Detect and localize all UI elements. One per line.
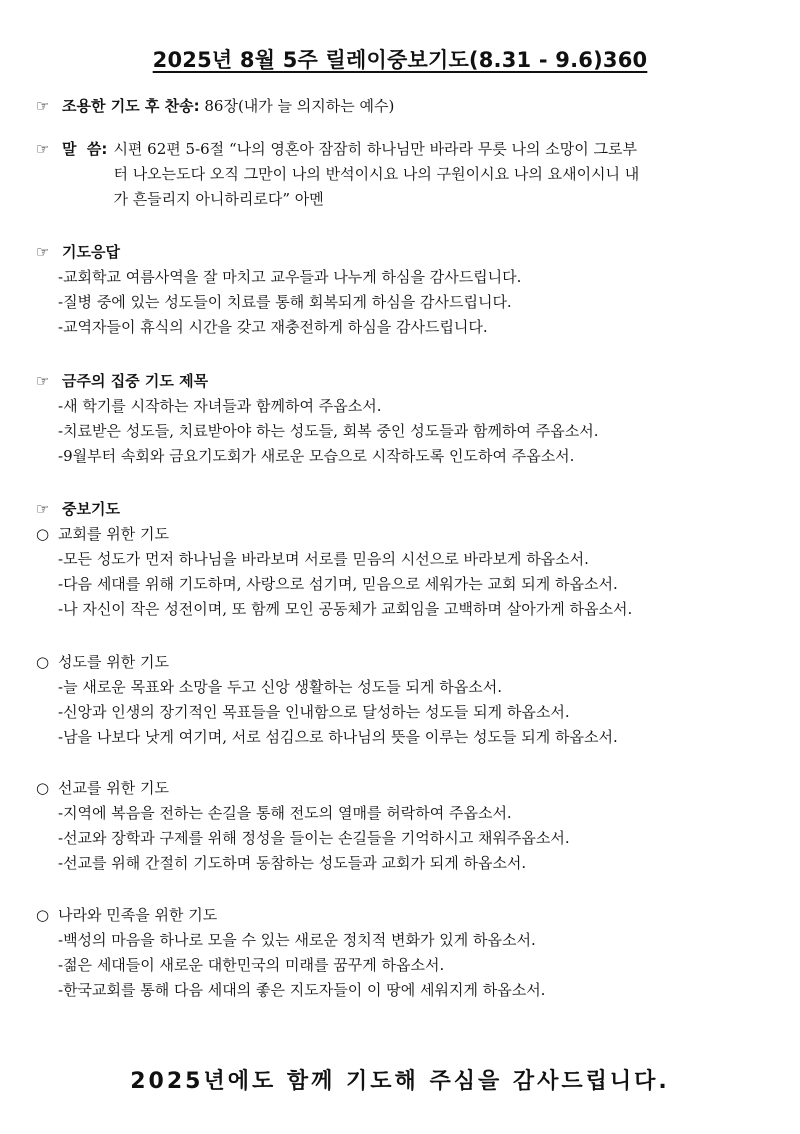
group-title-text: 교회를 위한 기도 [58, 525, 169, 543]
list-item: -모든 성도가 먼저 하나님을 바라보며 서로를 믿음의 시선으로 바라보게 하옵소서. [58, 550, 589, 568]
group-title [36, 903, 766, 928]
list-item: -다음 세대를 위해 기도하며, 사랑으로 섬기며, 믿음으로 세워가는 교회 되게 하옵소서. [58, 575, 618, 593]
list-item: -선교와 장학과 구제를 위해 정성을 들이는 손길들을 기억하시고 채워주옵소서. [58, 829, 570, 847]
list-item: -신앙과 인생의 장기적인 목표들을 인내함으로 달성하는 성도들 되게 하옵소서. [58, 703, 570, 721]
list-item: -새 학기를 시작하는 자녀들과 함께하여 주옵소서. [58, 397, 382, 415]
list-item: -젊은 세대들이 새로운 대한민국의 미래를 꿈꾸게 하옵소서. [58, 956, 445, 974]
pointing-hand-icon: ☞ [36, 372, 50, 390]
intercession-group [36, 776, 766, 876]
group-title [36, 522, 766, 547]
group-title [36, 650, 766, 675]
circle-bullet-icon: ○ [36, 779, 50, 797]
intercession-group [36, 650, 766, 750]
group-title-text: 선교를 위한 기도 [58, 779, 169, 797]
hymn-value: 86장(내가 늘 의지하는 예수) [204, 97, 395, 115]
list-item: -늘 새로운 목표와 소망을 두고 신앙 생활하는 성도들 되게 하옵소서. [58, 678, 502, 696]
list-item: -9월부터 속회와 금요기도회가 새로운 모습으로 시작하도록 인도하여 주옵소서. [58, 447, 575, 465]
group-title [36, 776, 766, 801]
scripture-line: 가 흔들리지 아니하리로다” 아멘 [113, 190, 324, 208]
answers-heading: 기도응답 [62, 243, 120, 261]
focus-section [36, 369, 766, 469]
list-item: -남을 나보다 낫게 여기며, 서로 섬김으로 하나님의 뜻을 이루는 성도들 되게 하옵소서. [58, 728, 618, 746]
pointing-hand-icon: ☞ [36, 140, 50, 158]
list-item: -교회학교 여름사역을 잘 마치고 교우들과 나누게 하심을 감사드립니다. [58, 268, 522, 286]
scripture-label: 말 씀: [62, 140, 108, 158]
page-title: 2025년 8월 5주 릴레이중보기도(8.31 - 9.6)360 [152, 48, 648, 72]
list-item: -지역에 복음을 전하는 손길을 통해 전도의 열매를 허락하여 주옵소서. [58, 804, 512, 822]
circle-bullet-icon: ○ [36, 906, 50, 924]
list-item: -치료받은 성도들, 치료받아야 하는 성도들, 회복 중인 성도들과 함께하여 주옵소서. [58, 422, 599, 440]
scripture-text [113, 137, 766, 212]
circle-bullet-icon: ○ [36, 653, 50, 671]
focus-heading: 금주의 집중 기도 제목 [62, 372, 209, 390]
list-item: -나 자신이 작은 성전이며, 또 함께 모인 공동체가 교회임을 고백하며 살아가게 하옵소서. [58, 600, 633, 618]
pointing-hand-icon: ☞ [36, 97, 50, 115]
hymn-label: 조용한 기도 후 찬송: [62, 97, 200, 115]
pointing-hand-icon: ☞ [36, 243, 50, 261]
list-item: -선교를 위해 간절히 기도하며 동참하는 성도들과 교회가 되게 하옵소서. [58, 854, 527, 872]
list-item: -교역자들이 휴식의 시간을 갖고 재충전하게 하심을 감사드립니다. [58, 318, 488, 336]
pointing-hand-icon: ☞ [36, 500, 50, 518]
hymn-section [36, 94, 766, 119]
intercession-heading: 중보기도 [62, 500, 120, 518]
list-item: -한국교회를 통해 다음 세대의 좋은 지도자들이 이 땅에 세워지게 하옵소서. [58, 981, 546, 999]
intercession-group [36, 903, 766, 1003]
closing-message: 2025년에도 함께 기도해 주심을 감사드립니다. [130, 1069, 670, 1094]
list-item: -질병 중에 있는 성도들이 치료를 통해 회복되게 하심을 감사드립니다. [58, 293, 512, 311]
answers-section [36, 240, 766, 340]
list-item: -백성의 마음을 하나로 모을 수 있는 새로운 정치적 변화가 있게 하옵소서. [58, 931, 536, 949]
circle-bullet-icon: ○ [36, 525, 50, 543]
intercession-section [36, 497, 766, 622]
group-title-text: 나라와 민족을 위한 기도 [58, 906, 218, 924]
group-title-text: 성도를 위한 기도 [58, 653, 169, 671]
scripture-line: 시편 62편 5-6절 “나의 영혼아 잠잠히 하나님만 바라라 무릇 나의 소망이 그로부 [113, 140, 638, 158]
scripture-line: 터 나오는도다 오직 그만이 나의 반석이시요 나의 구원이시요 나의 요새이시니 내 [113, 165, 640, 183]
scripture-section [36, 137, 766, 212]
